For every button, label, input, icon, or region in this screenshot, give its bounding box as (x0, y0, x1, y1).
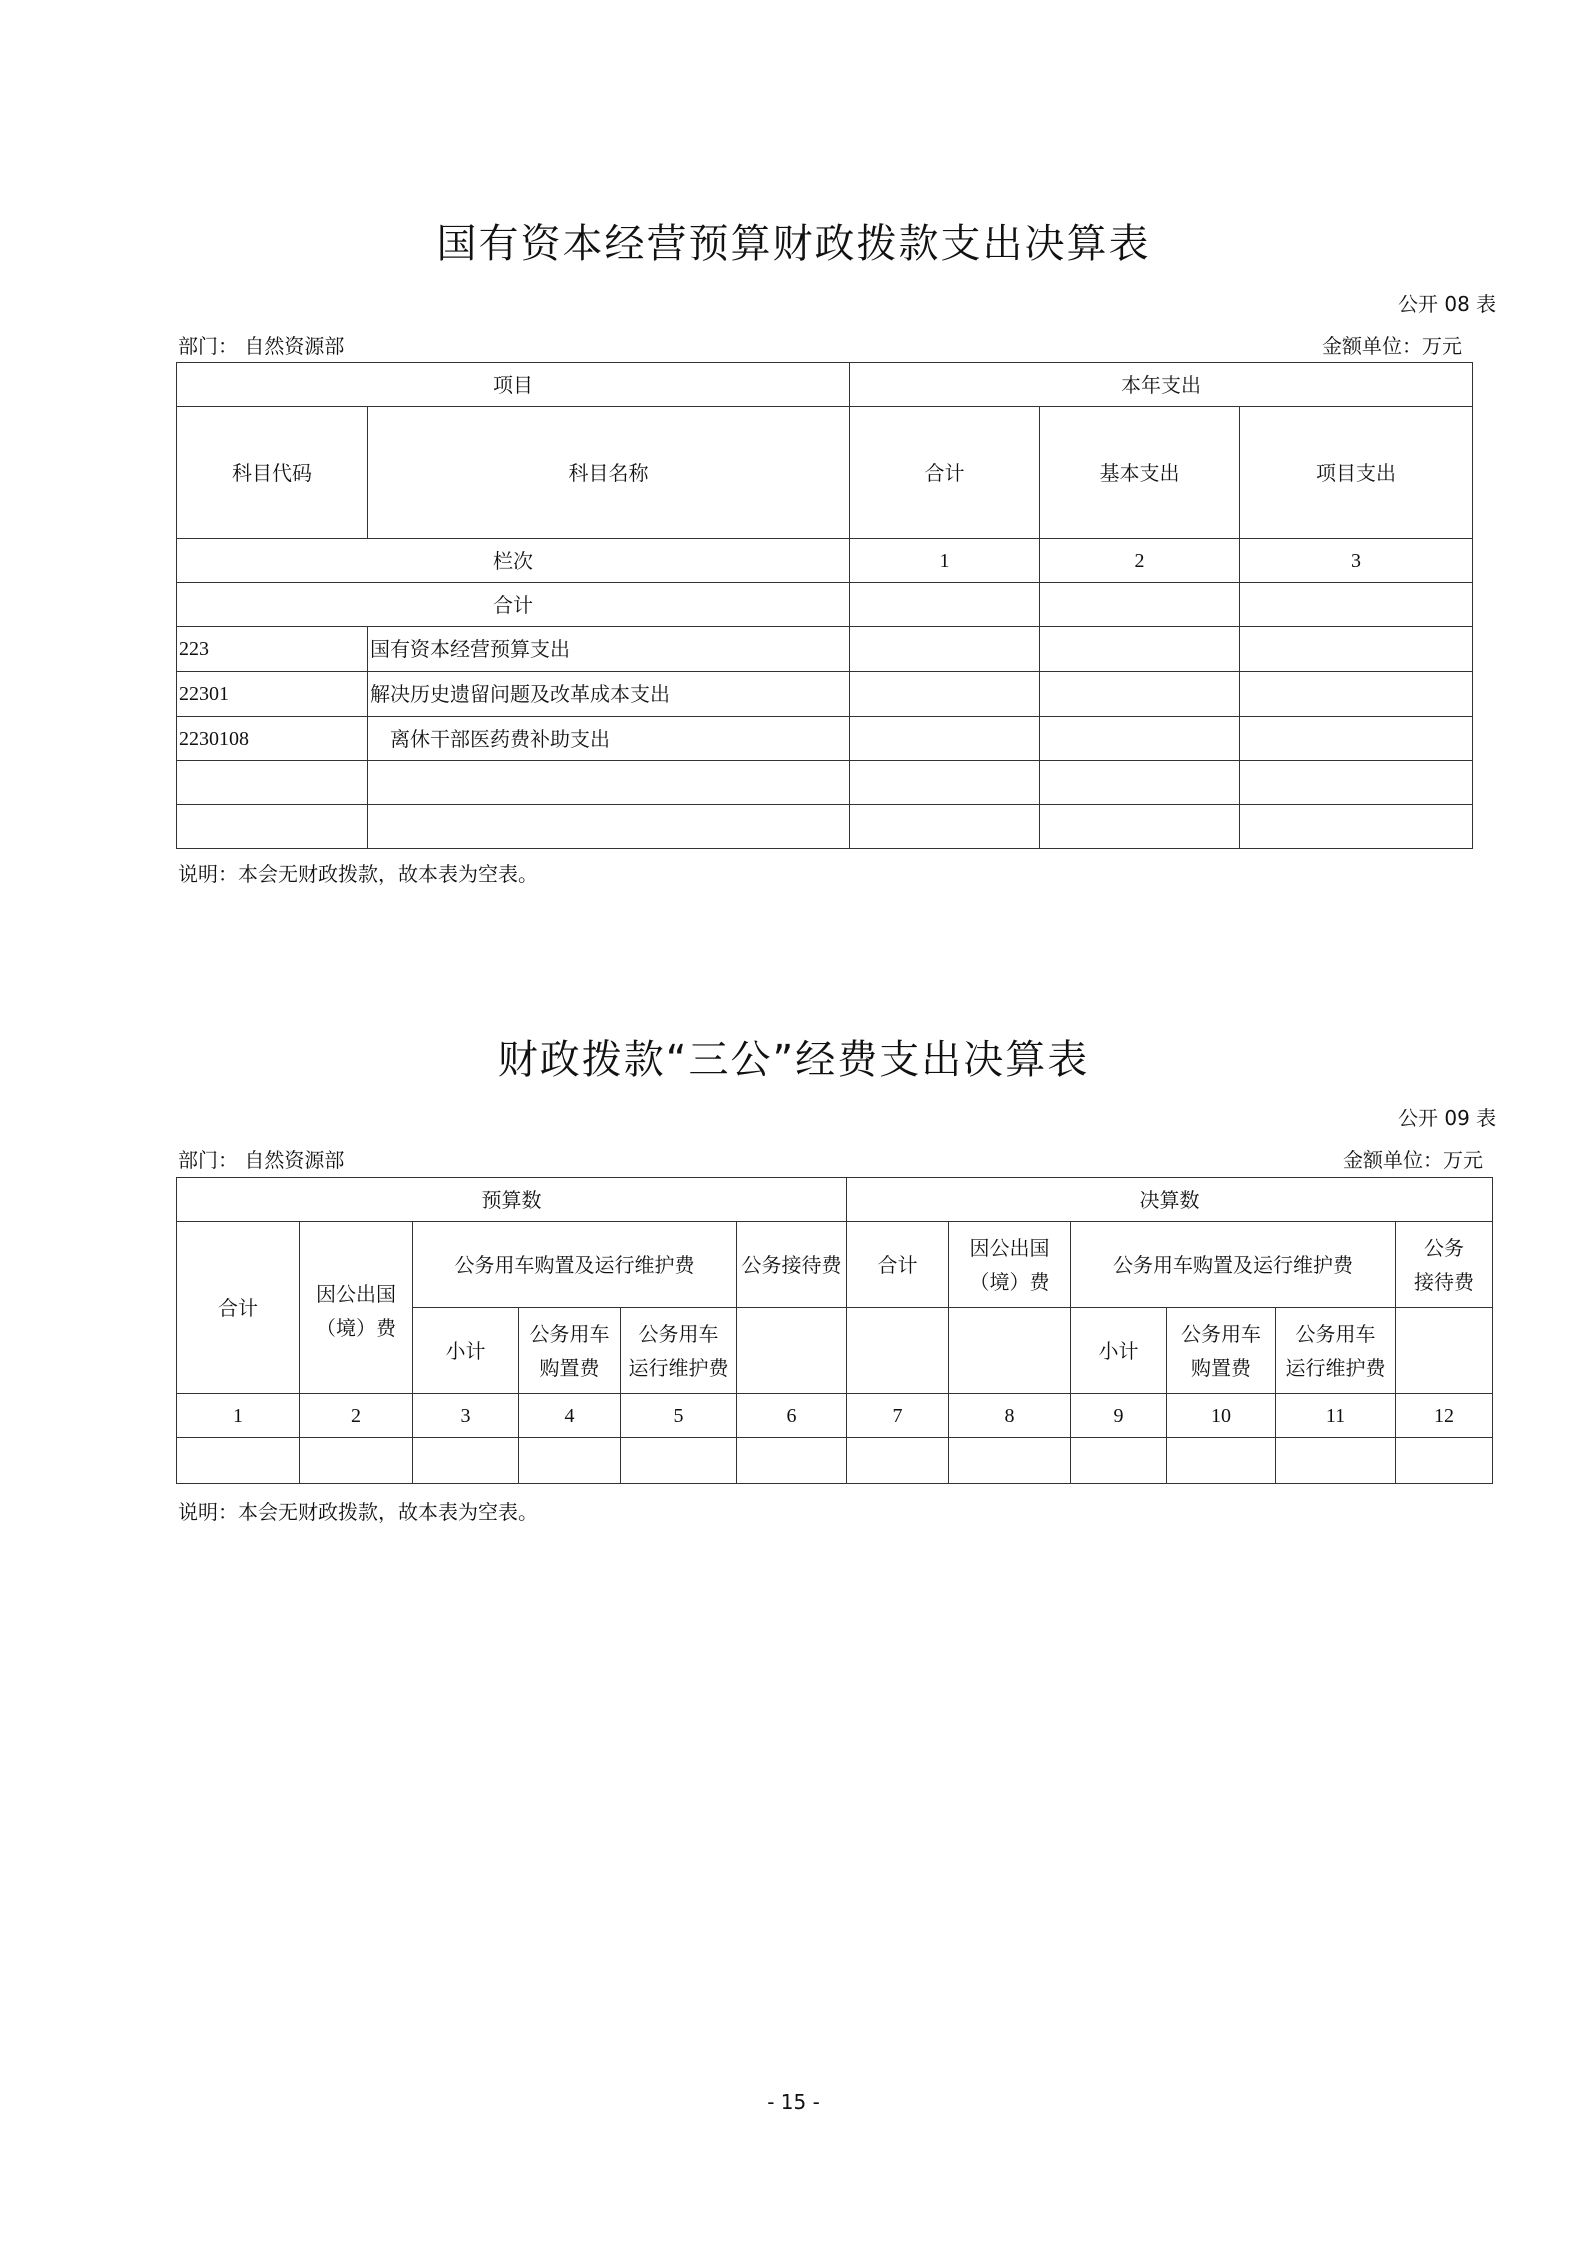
header-item: 项目 (177, 363, 850, 407)
table-cell (1040, 583, 1240, 627)
table09-title: 财政拨款“三公”经费支出决算表 (497, 1037, 1090, 1083)
table-cell (1396, 1438, 1493, 1484)
table-cell (850, 627, 1040, 672)
table-cell (1040, 627, 1240, 672)
subject-code: 22301 (177, 672, 368, 717)
table-cell (1167, 1438, 1276, 1484)
table-cell (1240, 627, 1473, 672)
table-cell (1396, 1308, 1493, 1394)
table-cell (1040, 805, 1240, 849)
col-number: 7 (847, 1394, 949, 1438)
table08-note: 说明：本会无财政拨款，故本表为空表。 (178, 862, 538, 886)
table-cell (1240, 717, 1473, 761)
col-car-subtotal: 小计 (413, 1308, 519, 1394)
table-row (177, 1438, 1493, 1484)
table08-number: 公开 08 表 (1398, 292, 1497, 316)
subject-code: 223 (177, 627, 368, 672)
col-final-car-subtotal: 小计 (1071, 1308, 1167, 1394)
table-cell (1276, 1438, 1396, 1484)
table-cell (621, 1438, 737, 1484)
table08-department: 部门： 自然资源部 (178, 334, 345, 358)
table-cell (850, 761, 1040, 805)
table-cell (949, 1438, 1071, 1484)
header-final: 决算数 (847, 1178, 1493, 1222)
header-budget: 预算数 (177, 1178, 847, 1222)
table09-unit: 金额单位：万元 (1343, 1148, 1483, 1172)
table-cell (1040, 717, 1240, 761)
table-cell (1240, 761, 1473, 805)
col-number: 8 (949, 1394, 1071, 1438)
row-lanci-label: 栏次 (177, 539, 850, 583)
header-year-expense: 本年支出 (850, 363, 1473, 407)
table-cell (177, 805, 368, 849)
table-cell (1040, 672, 1240, 717)
table-cell (847, 1438, 949, 1484)
table-row (177, 672, 1473, 717)
col-subject-name: 科目名称 (368, 407, 850, 539)
table-cell (177, 1438, 300, 1484)
col-number: 2 (300, 1394, 413, 1438)
col-subject-code: 科目代码 (177, 407, 368, 539)
subject-name: 国有资本经营预算支出 (368, 627, 850, 672)
table-cell (737, 1438, 847, 1484)
lanci-3: 3 (1240, 539, 1473, 583)
col-number: 10 (1167, 1394, 1276, 1438)
table-cell (1240, 805, 1473, 849)
table-cell (300, 1438, 413, 1484)
table-cell (368, 761, 850, 805)
table-row (177, 717, 1473, 761)
table-cell (519, 1438, 621, 1484)
col-final-abroad-fee: 因公出国 （境）费 (949, 1222, 1071, 1308)
table-row (177, 1394, 1493, 1438)
table-cell (847, 1308, 949, 1394)
col-final-car-purchase: 公务用车 购置费 (1167, 1308, 1276, 1394)
table-row (177, 627, 1473, 672)
lanci-1: 1 (850, 539, 1040, 583)
table-cell (949, 1308, 1071, 1394)
col-number: 5 (621, 1394, 737, 1438)
table-cell (850, 583, 1040, 627)
table-cell (850, 672, 1040, 717)
col-number: 3 (413, 1394, 519, 1438)
col-total: 合计 (177, 1222, 300, 1394)
table09-number: 公开 09 表 (1398, 1106, 1497, 1130)
table-cell (1071, 1438, 1167, 1484)
lanci-2: 2 (1040, 539, 1240, 583)
col-car-operation: 公务用车 运行维护费 (621, 1308, 737, 1394)
col-car-fee: 公务用车购置及运行维护费 (413, 1222, 737, 1308)
subject-name: 离休干部医药费补助支出 (368, 717, 850, 761)
table-cell (413, 1438, 519, 1484)
table09-note: 说明：本会无财政拨款，故本表为空表。 (178, 1500, 538, 1524)
col-reception-fee: 公务接待费 (737, 1222, 847, 1308)
table-cell (737, 1308, 847, 1394)
table-cell (1040, 761, 1240, 805)
col-number: 1 (177, 1394, 300, 1438)
col-number: 4 (519, 1394, 621, 1438)
col-total: 合计 (850, 407, 1040, 539)
table-cell (850, 805, 1040, 849)
table-cell (1240, 672, 1473, 717)
col-final-total: 合计 (847, 1222, 949, 1308)
col-final-reception-fee: 公务 接待费 (1396, 1222, 1493, 1308)
col-number: 12 (1396, 1394, 1493, 1438)
table-cell (850, 717, 1040, 761)
col-basic-expense: 基本支出 (1040, 407, 1240, 539)
row-total-label: 合计 (177, 583, 850, 627)
subject-code: 2230108 (177, 717, 368, 761)
subject-name: 解决历史遗留问题及改革成本支出 (368, 672, 850, 717)
table08 (176, 362, 1473, 849)
table09-department: 部门： 自然资源部 (178, 1148, 345, 1172)
page-number: - 15 - (767, 2090, 820, 2114)
col-number: 6 (737, 1394, 847, 1438)
col-final-car-fee: 公务用车购置及运行维护费 (1071, 1222, 1396, 1308)
table-cell (1240, 583, 1473, 627)
table-row (177, 761, 1473, 805)
table-cell (177, 761, 368, 805)
col-car-purchase: 公务用车 购置费 (519, 1308, 621, 1394)
col-number: 9 (1071, 1394, 1167, 1438)
col-project-expense: 项目支出 (1240, 407, 1473, 539)
col-final-car-operation: 公务用车 运行维护费 (1276, 1308, 1396, 1394)
col-number: 11 (1276, 1394, 1396, 1438)
table-cell (368, 805, 850, 849)
table08-unit: 金额单位：万元 (1322, 334, 1462, 358)
table08-title: 国有资本经营预算财政拨款支出决算表 (436, 221, 1151, 267)
table09 (176, 1177, 1493, 1484)
table-row (177, 805, 1473, 849)
col-abroad-fee: 因公出国 （境）费 (300, 1222, 413, 1394)
